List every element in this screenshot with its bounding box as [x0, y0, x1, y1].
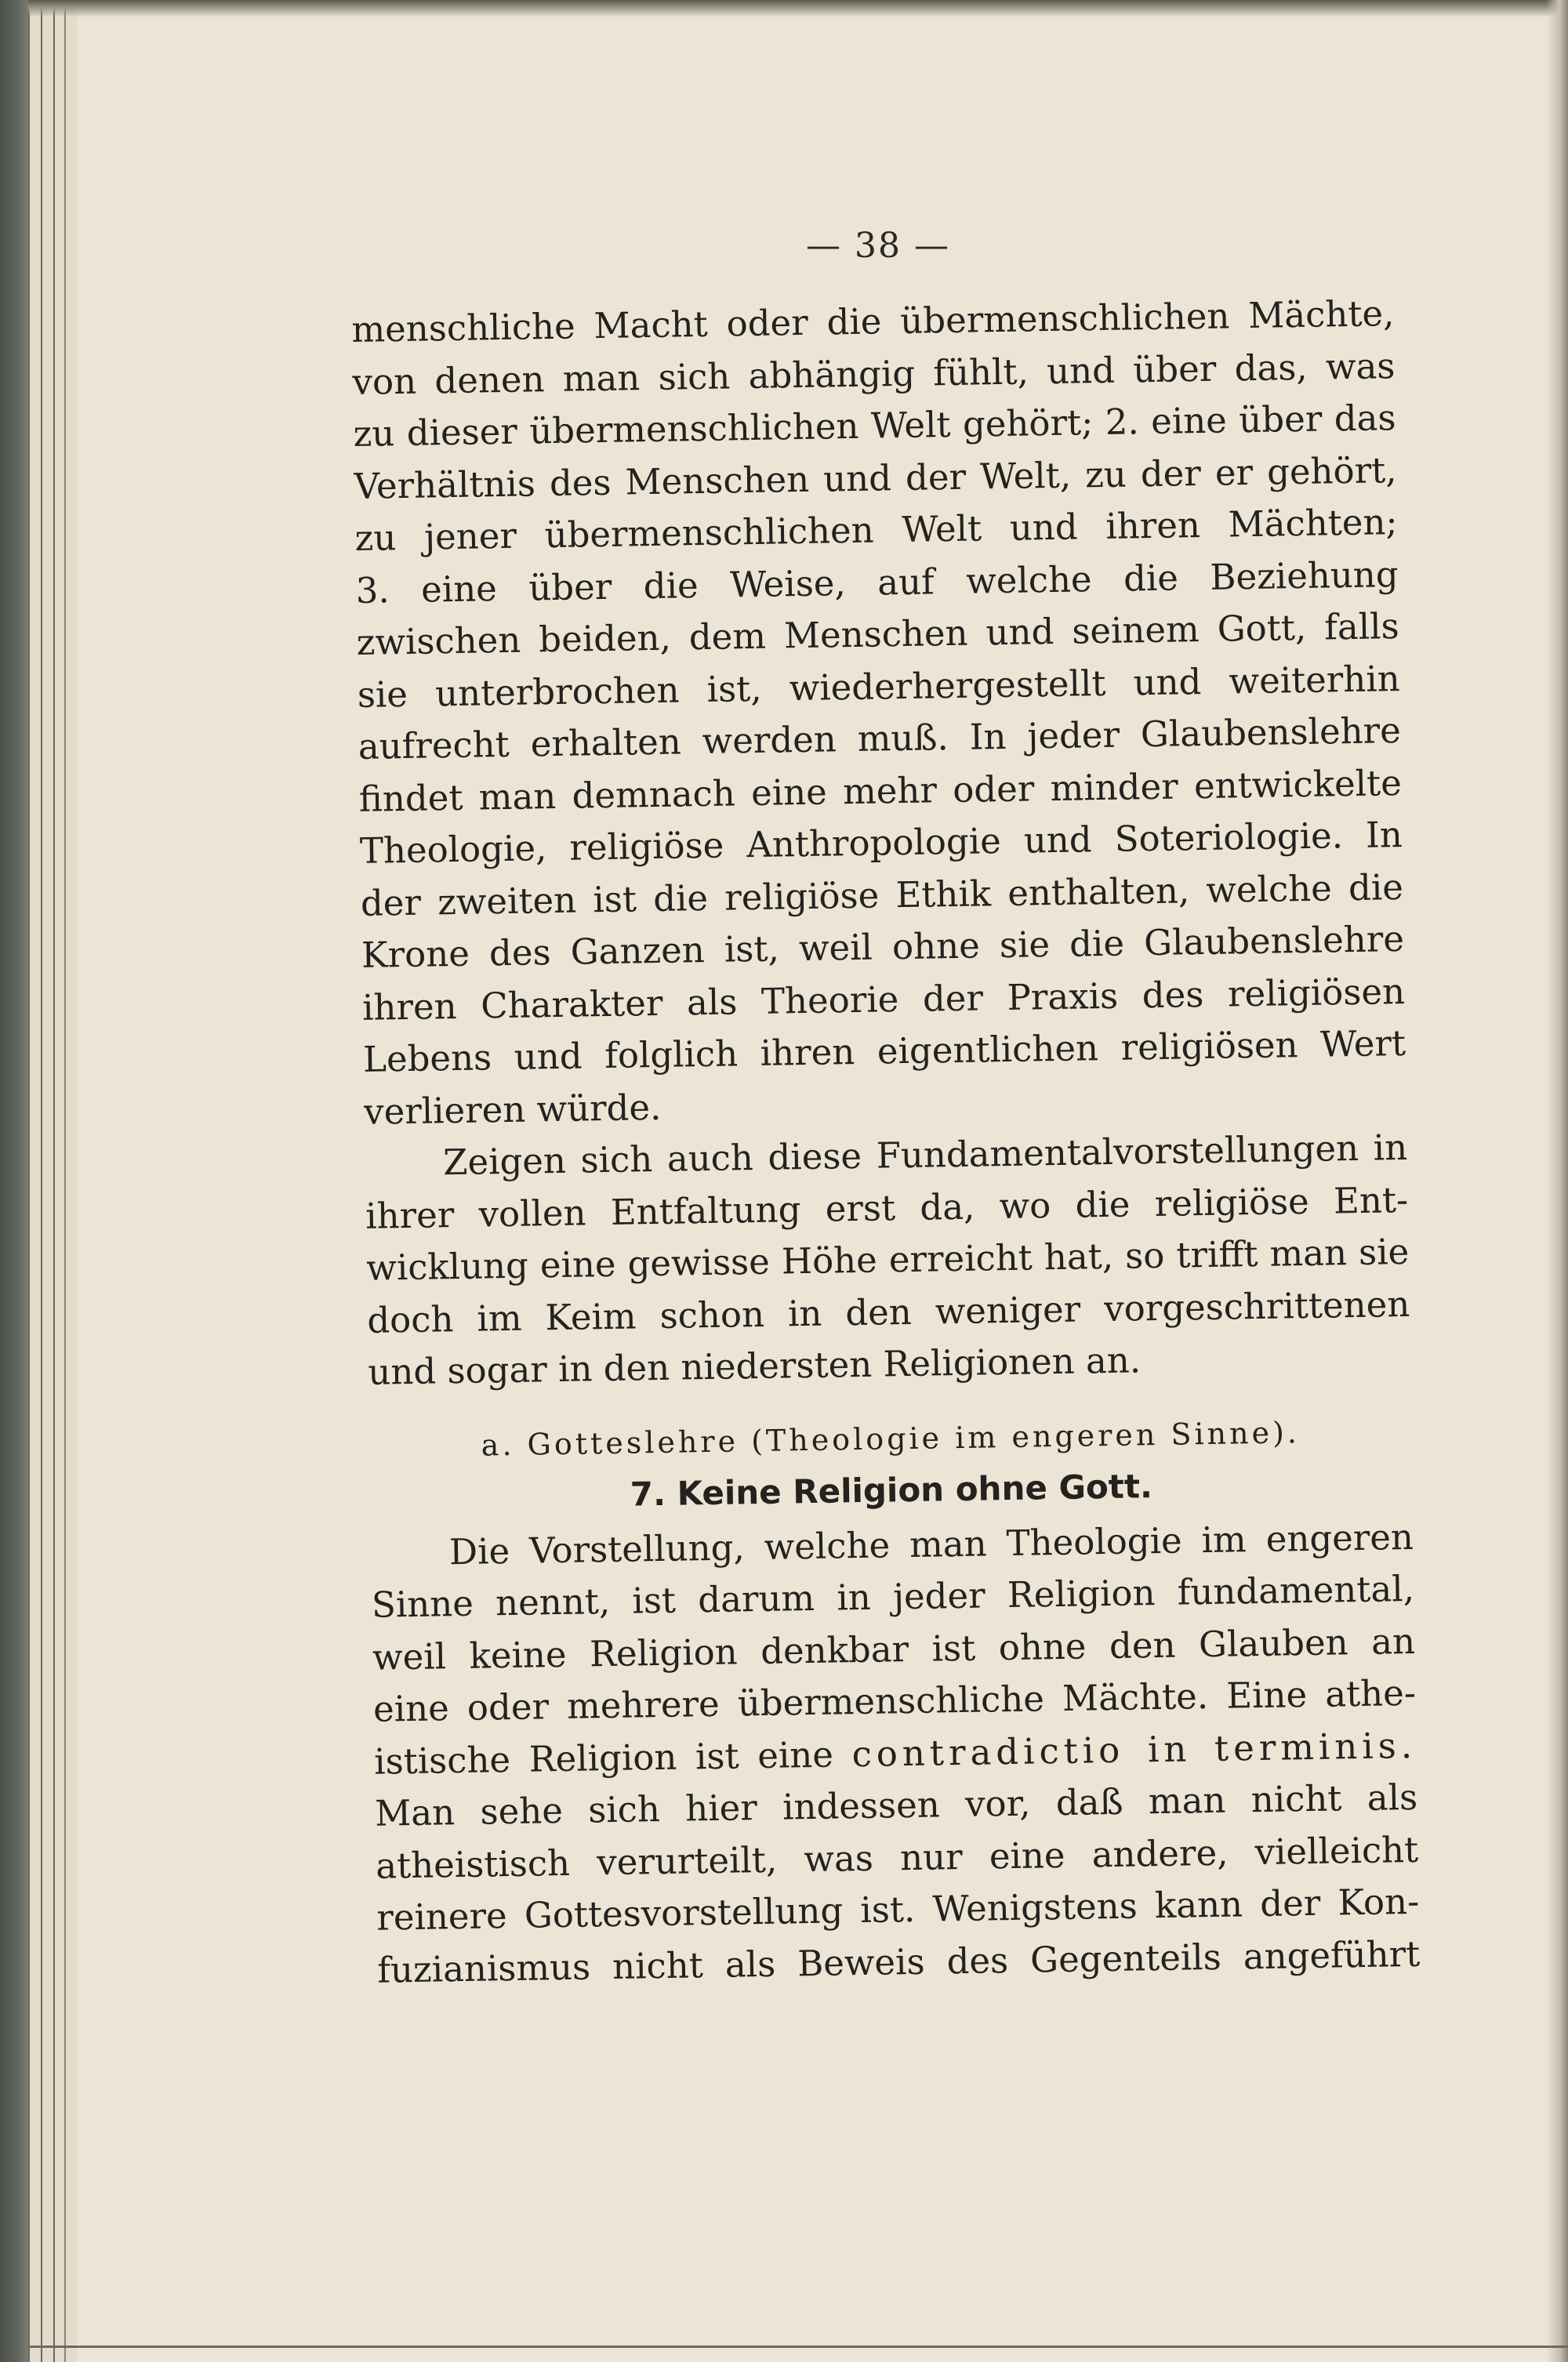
- text-line: aufrecht erhalten werden muß. In jeder Glaubenslehre: [358, 709, 1402, 767]
- text-line: Krone des Ganzen ist, weil ohne sie die Glaubenslehre: [361, 918, 1405, 976]
- text-line: Man sehe sich hier indessen vor, daß man nicht als: [374, 1776, 1418, 1834]
- text-line: ihrer vollen Entfaltung erst da, wo die religiöse Ent-: [365, 1178, 1409, 1237]
- text-line: der zweiten ist die religiöse Ethik enthalten, welche die: [360, 865, 1404, 924]
- section-subtitle: a. Gotteslehre (Theologie im engeren Sinne).: [481, 1414, 1301, 1463]
- page-body-text: [351, 288, 1421, 1997]
- page-edge: [28, 8, 41, 2362]
- text-line: weil keine Religion denkbar ist ohne den Glauben an: [372, 1620, 1416, 1678]
- text-line: verlieren würde.: [363, 1086, 662, 1133]
- paragraph-3: [371, 1511, 1421, 1996]
- text-line: wicklung eine gewisse Höhe erreicht hat, so trifft man sie: [365, 1230, 1410, 1289]
- book-binding: [0, 0, 28, 2362]
- emphasized-latin-phrase: contradictio in terminis.: [851, 1724, 1417, 1775]
- text-line: zwischen beiden, dem Menschen und seinem Gott, falls: [356, 605, 1400, 663]
- text-line: Die Vorstellung, welche man Theologie im engeren: [448, 1515, 1414, 1573]
- page-edge: [64, 8, 77, 2362]
- page-number: — 38 —: [806, 226, 950, 266]
- page-bottom-edge: [28, 2346, 1568, 2348]
- text-line: Verhältnis des Menschen und der Welt, zu der er gehört,: [354, 448, 1397, 507]
- text-line: menschliche Macht oder die übermenschlichen Mächte,: [351, 292, 1395, 350]
- text-line: von denen man sich abhängig fühlt, und über das, was: [352, 344, 1396, 403]
- text-line: fuzianismus nicht als Beweis des Gegenteils angeführt: [376, 1932, 1421, 1991]
- text-line: doch im Keim schon in den weniger vorgeschrittenen: [366, 1283, 1410, 1341]
- text-fragment: istische Religion ist eine: [373, 1733, 834, 1783]
- text-line: Lebens und folglich ihren eigentlichen religiösen Wert: [362, 1021, 1406, 1080]
- page-top-shadow: [28, 0, 1568, 17]
- text-line: findet man demnach eine mehr oder minder entwickelte: [358, 761, 1403, 820]
- page-edge: [41, 8, 53, 2362]
- text-line: 3. eine über die Weise, auf welche die Beziehung: [355, 553, 1399, 611]
- text-line: reinere Gottesvorstellung ist. Wenigstens kann der Kon-: [376, 1880, 1420, 1939]
- text-line: zu dieser übermenschlichen Welt gehört; 2. eine über das: [353, 397, 1396, 455]
- paragraph-2: [365, 1122, 1411, 1399]
- text-line: Sinne nennt, ist darum in jeder Religion fundamental,: [371, 1567, 1415, 1626]
- paragraph-1: [351, 288, 1407, 1138]
- text-line: eine oder mehrere übermenschliche Mächte. Eine athe-: [372, 1671, 1417, 1730]
- text-line: Theologie, religiöse Anthropologie und Soteriologie. In: [359, 814, 1403, 872]
- text-line: Zeigen sich auch diese Fundamentalvorstellungen in: [442, 1126, 1408, 1184]
- text-line: ihren Charakter als Theorie der Praxis des religiösen: [361, 970, 1406, 1029]
- page-right-edge: [1546, 0, 1568, 2362]
- text-line: atheistisch verurteilt, was nur eine andere, vielleicht: [375, 1828, 1419, 1887]
- text-line: sie unterbrochen ist, wiederhergestellt und weiterhin: [357, 657, 1401, 716]
- text-line: und sogar in den niedersten Religionen an.: [367, 1339, 1142, 1393]
- section-title: 7. Keine Religion ohne Gott.: [630, 1466, 1153, 1514]
- text-line: zu jener übermenschlichen Welt und ihren Mächten;: [354, 501, 1398, 559]
